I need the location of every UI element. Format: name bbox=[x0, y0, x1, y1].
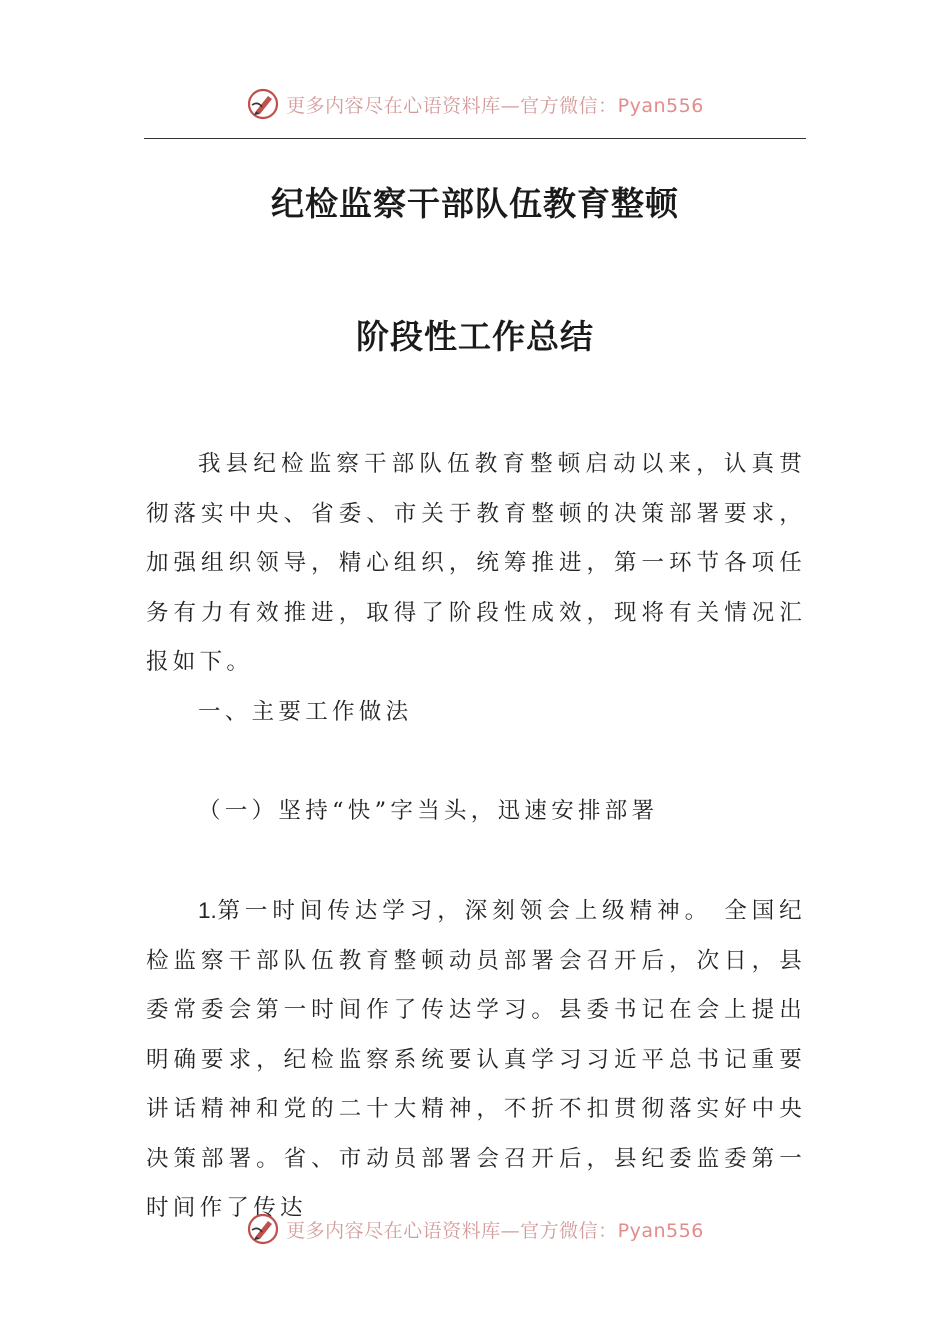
item-paragraph bbox=[146, 886, 806, 1234]
document-title-line-1: 纪检监察干部队伍教育整顿 bbox=[271, 184, 679, 223]
pen-logo-icon bbox=[246, 87, 280, 121]
footer-watermark-banner bbox=[0, 1209, 950, 1249]
section-heading: 一、主要工作做法 bbox=[198, 699, 413, 725]
header-divider bbox=[144, 138, 806, 139]
header-banner-label: 更多内容尽在心语资料库—官方微信： bbox=[286, 94, 618, 117]
header-wechat-id: Pyan556 bbox=[617, 94, 704, 117]
item-number: 1. bbox=[198, 898, 217, 923]
header-watermark-banner bbox=[0, 84, 950, 124]
intro-paragraph: 我县纪检监察干部队伍教育整顿启动以来，认真贯彻落实中央、省委、市关于教育整顿的决策部署要求，加强组织领导，精心组织，统筹推进，第一环节各项任务有力有效推进，取得了阶段性成效，现将有关情况汇报如下。 bbox=[146, 451, 806, 675]
footer-banner-text bbox=[286, 1216, 704, 1243]
footer-banner-label: 更多内容尽在心语资料库—官方微信： bbox=[286, 1219, 618, 1242]
footer-wechat-id: Pyan556 bbox=[617, 1219, 704, 1242]
document-title-line-2: 阶段性工作总结 bbox=[356, 317, 594, 356]
item-paragraph-text: 第一时间传达学习，深刻领会上级精神。 全国纪检监察干部队伍教育整顿动员部署会召开后，次日，县委常委会第一时间作了传达学习。县委书记在会上提出明确要求，纪检监察系统要认真学习习近平总书记重要讲话精神和党的二十大精神，不折不扣贯彻落实好中央决策部署。省、市动员部署会召开后，县纪委监委第一时间作了传达 bbox=[146, 898, 806, 1221]
pen-logo-icon bbox=[246, 1212, 280, 1246]
subsection-heading: （一）坚持“快”字当头，迅速安排部署 bbox=[198, 798, 659, 824]
header-banner-text bbox=[286, 91, 704, 118]
